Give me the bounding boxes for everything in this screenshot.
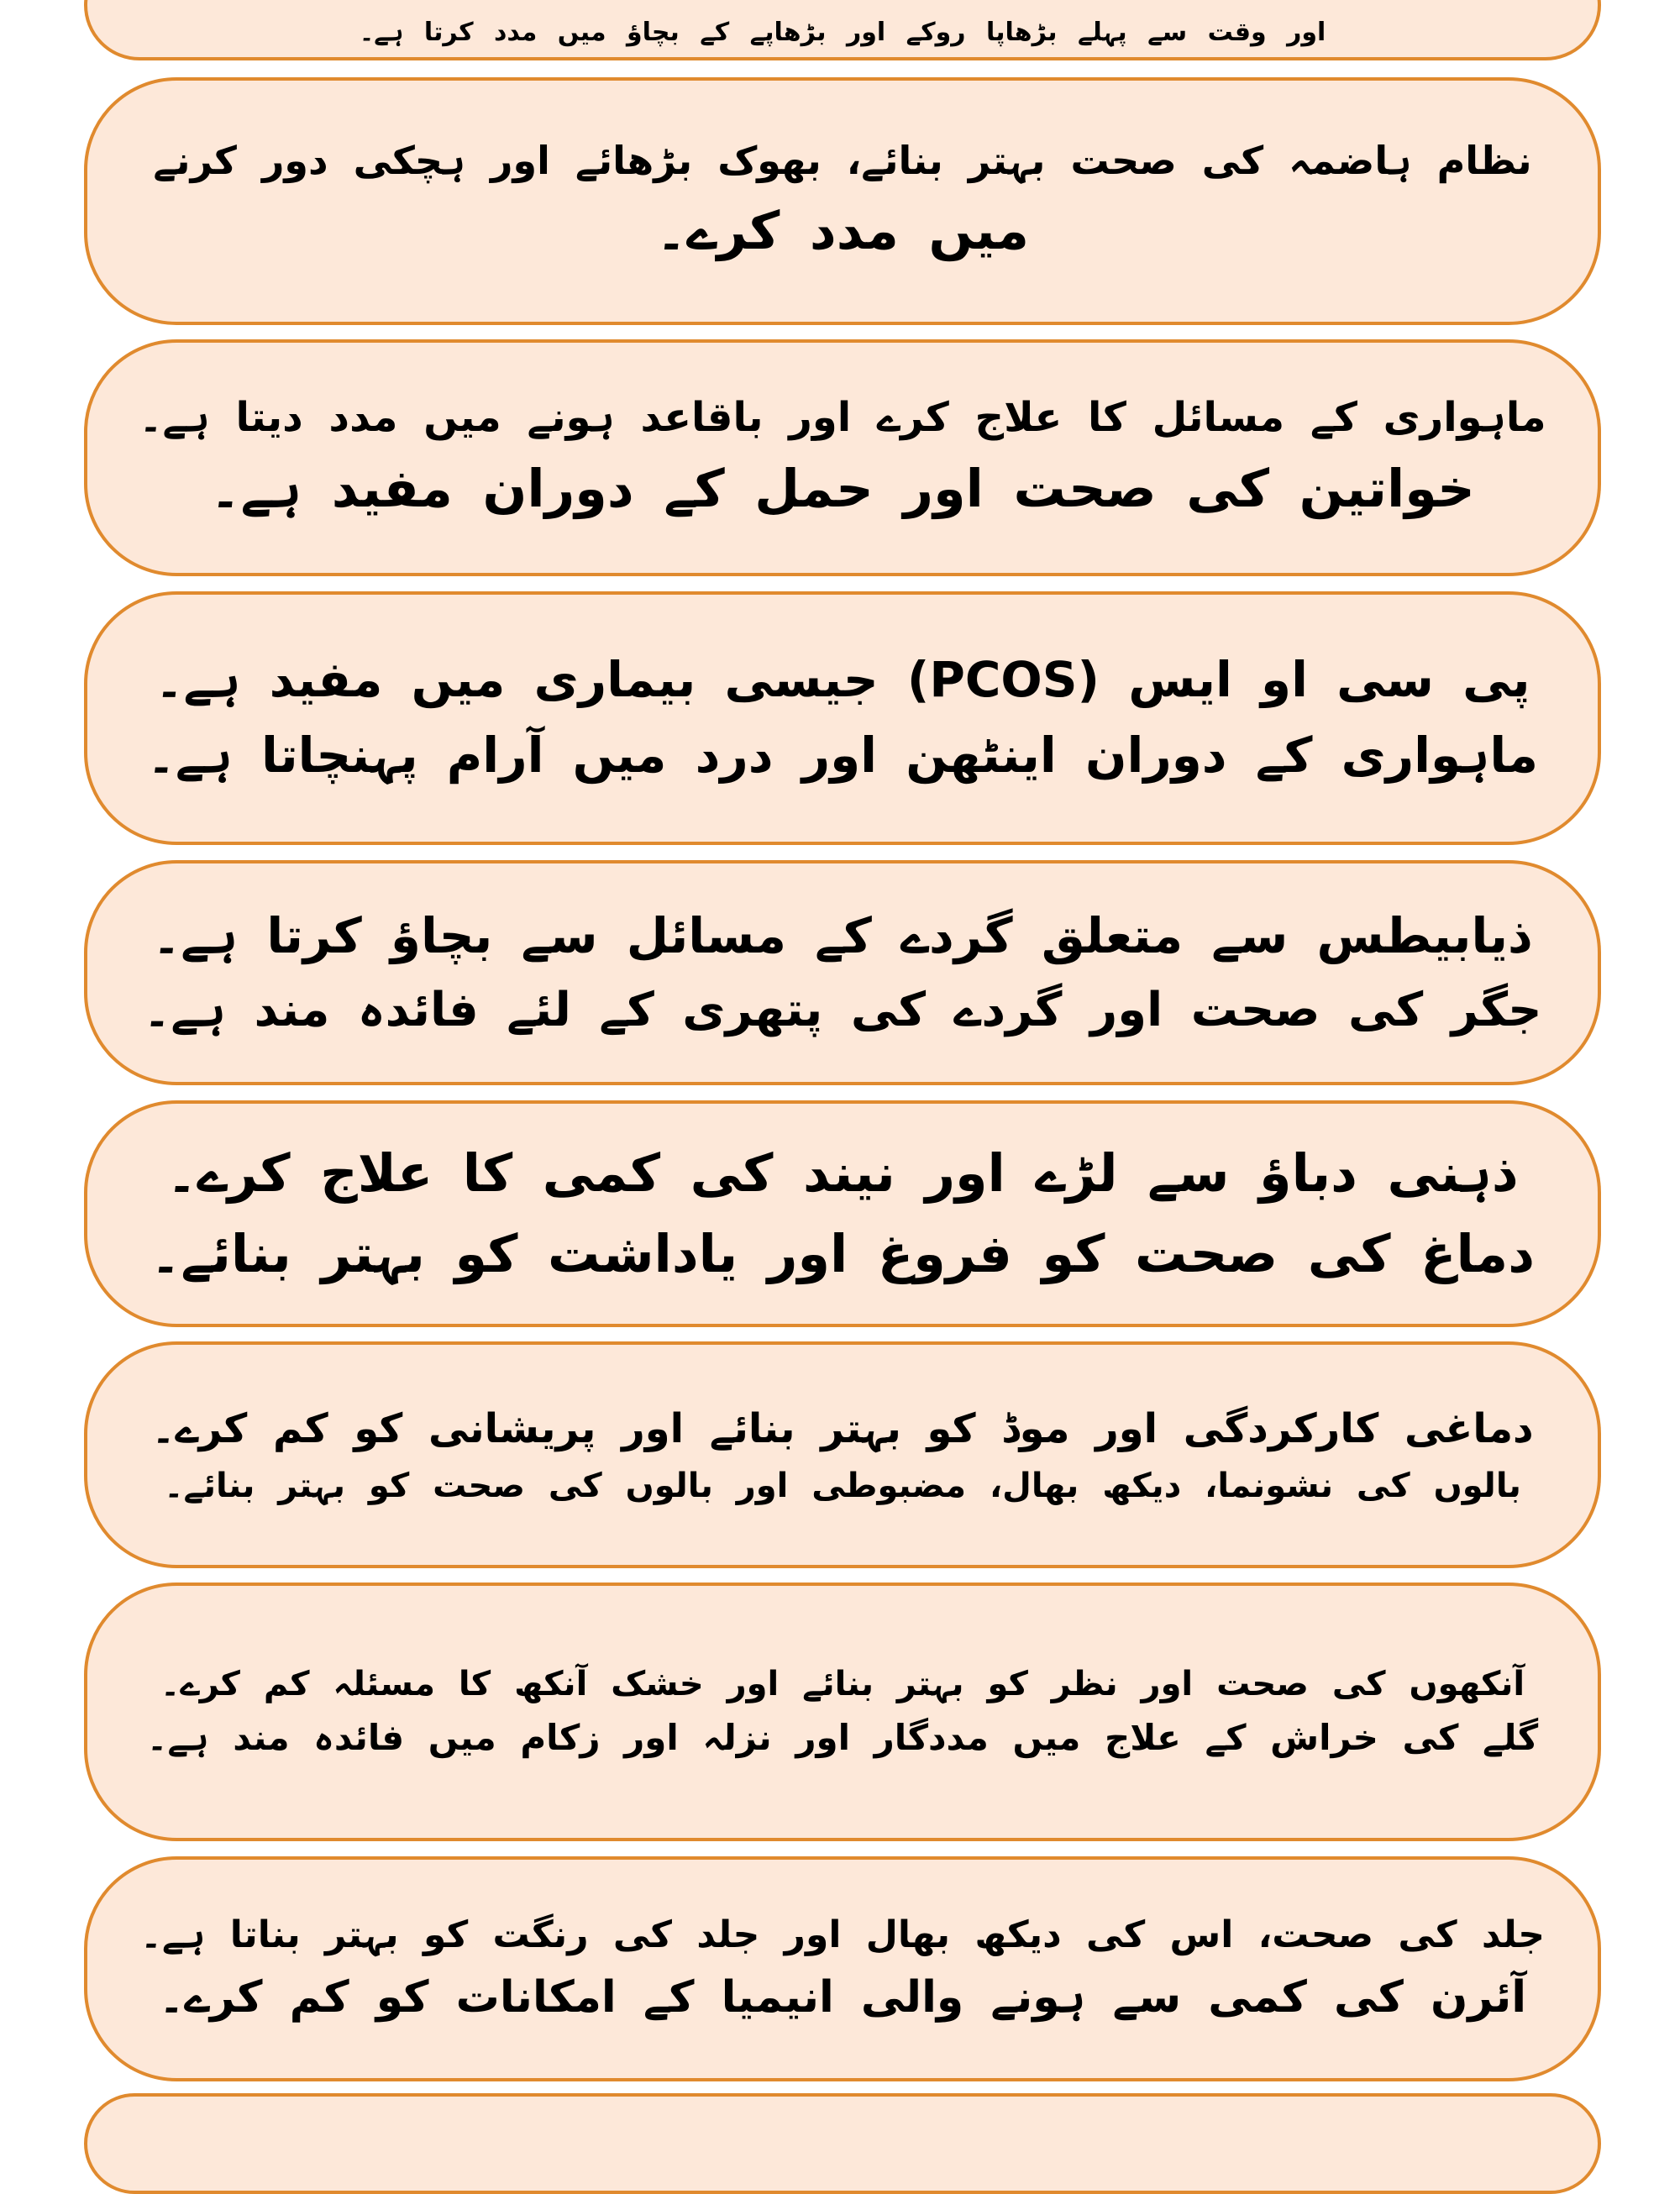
benefit-line: خواتین کی صحت اور حمل کے دوران مفید ہے۔ bbox=[210, 458, 1475, 520]
benefit-card bbox=[84, 1583, 1601, 1841]
benefit-card bbox=[84, 1100, 1601, 1327]
benefit-line: دماغ کی صحت کو فروغ اور یاداشت کو بہتر بنائے۔ bbox=[150, 1223, 1536, 1284]
benefit-card bbox=[84, 591, 1601, 845]
benefit-line: نظام ہاضمہ کی صحت بہتر بنائے، بھوک بڑھائے اور ہچکی دور کرنے bbox=[153, 137, 1532, 183]
benefit-line: آئرن کی کمی سے ہونے والی انیمیا کے امکانات کو کم کرے۔ bbox=[158, 1971, 1527, 2023]
benefit-line: جلد کی صحت، اس کی دیکھ بھال اور جلد کی رنگت کو بہتر بناتا ہے۔ bbox=[140, 1913, 1545, 1956]
benefit-card bbox=[84, 0, 1601, 60]
benefit-line: بالوں کی نشونما، دیکھ بھال، مضبوطی اور بالوں کی صحت کو بہتر بنائے۔ bbox=[164, 1467, 1521, 1506]
benefit-line: ماہواری کے دوران اینٹھن اور درد میں آرام پہنچاتا ہے۔ bbox=[146, 727, 1539, 784]
benefit-line: دماغی کارکردگی اور موڈ کو بہتر بنائے اور پریشانی کو کم کرے۔ bbox=[151, 1404, 1534, 1452]
benefit-line: میں مدد کرے۔ bbox=[656, 200, 1029, 262]
benefit-card bbox=[84, 860, 1601, 1085]
benefit-card bbox=[84, 77, 1601, 325]
benefit-line: جگر کی صحت اور گردے کی پتھری کے لئے فائدہ مند ہے۔ bbox=[143, 982, 1542, 1037]
benefit-card bbox=[84, 339, 1601, 576]
benefit-line: گلے کی خراش کے علاج میں مددگار اور نزلہ اور زکام میں فائدہ مند ہے۔ bbox=[146, 1717, 1539, 1759]
benefit-line: ذیابیطس سے متعلق گردے کے مسائل سے بچاؤ کرتا ہے۔ bbox=[152, 906, 1533, 964]
benefit-line: ذہنی دباؤ سے لڑے اور نیند کی کمی کا علاج کرے۔ bbox=[166, 1142, 1519, 1204]
benefit-line: ماہواری کے مسائل کا علاج کرے اور باقاعد ہونے میں مدد دیتا ہے۔ bbox=[139, 393, 1546, 441]
benefit-line: پی سی او ایس (PCOS) جیسی بیماری میں مفید ہے۔ bbox=[155, 651, 1530, 709]
benefit-line: اور وقت سے پہلے بڑھاپا روکے اور بڑھاپے کے بچاؤ میں مدد کرتا ہے۔ bbox=[359, 17, 1326, 47]
benefit-card bbox=[84, 1856, 1601, 2081]
benefit-line: آنکھوں کی صحت اور نظر کو بہتر بنائے اور خشک آنکھ کا مسئلہ کم کرے۔ bbox=[160, 1665, 1525, 1704]
benefit-card bbox=[84, 2093, 1601, 2194]
benefit-card bbox=[84, 1341, 1601, 1568]
